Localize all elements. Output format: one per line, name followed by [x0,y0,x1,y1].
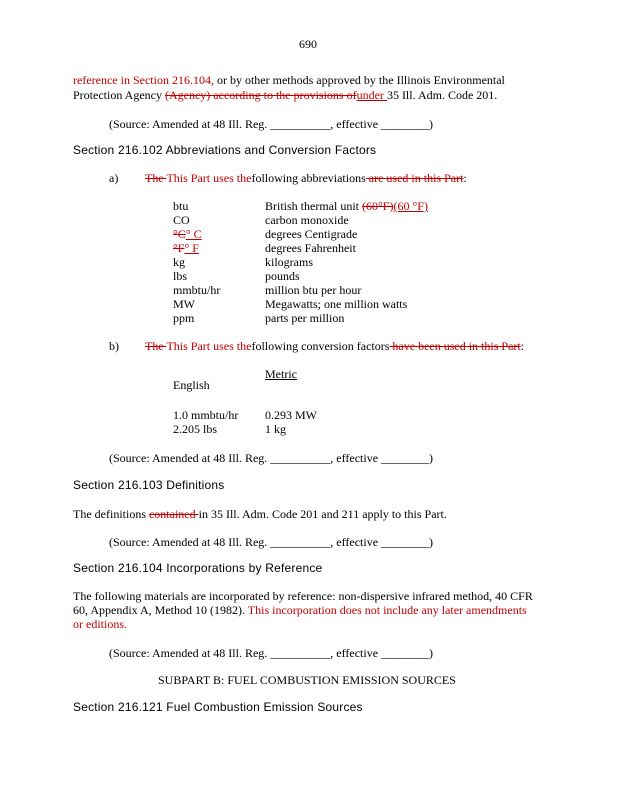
abbr-fahrenheit-insert: ° F [184,241,199,255]
section-103-heading: Section 216.103 Definitions [73,478,225,492]
item-a-text [145,171,467,185]
item-b-colon: : [520,339,525,353]
section-103-text [73,507,447,521]
abbr-btu: btu [173,199,189,213]
intro-line-1-text: or by other methods approved by the Illinois Environmental [213,73,505,87]
abbr-co-meaning: carbon monoxide [265,213,349,227]
abbr-lbs-meaning: pounds [265,269,300,283]
item-a-struck-end: are used in this Part [365,171,464,185]
source-note-2: (Source: Amended at 48 Ill. Reg. __________, effective ________) [109,451,434,465]
abbr-ppm: ppm [173,311,195,325]
section-104-line-2-text: 60, Appendix A, Method 10 (1982). [73,603,248,617]
conv-english-2: 2.205 lbs [173,422,218,436]
abbr-mw: MW [173,297,195,311]
source-note-1: (Source: Amended at 48 Ill. Reg. __________, effective ________) [109,117,434,131]
abbr-mmbtu-meaning: million btu per hour [265,283,362,297]
intro-struck-text: (Agency) according to the provisions of [164,88,357,102]
item-a-body: following abbreviations [251,171,366,185]
conv-metric-1: 0.293 MW [265,408,317,422]
abbr-ppm-meaning: parts per million [265,311,345,325]
section-104-insert: This incorporation does not include any later amendments [247,603,527,617]
abbr-celsius-struck: °C [173,227,186,241]
subpart-title: SUBPART B: FUEL COMBUSTION EMISSION SOURCES [158,673,456,687]
item-b-body: following conversion factors [251,339,390,353]
intro-underlined-insert: under [356,88,387,102]
item-a-insert: This Part uses the [166,171,252,185]
section-102-heading: Section 216.102 Abbreviations and Conversion Factors [73,143,377,157]
page-number: 690 [299,37,317,51]
item-b-label: b) [109,339,119,353]
item-b-struck-end: have been used in this Part [389,339,521,353]
section-104-line-3: or editions. [73,617,127,631]
section-121-heading: Section 216.121 Fuel Combustion Emission Sources [73,700,363,714]
source-note-3: (Source: Amended at 48 Ill. Reg. __________, effective ________) [109,535,434,549]
section-103-text-start: The definitions [73,507,149,521]
abbr-celsius-insert: ° C [185,227,202,241]
section-104-heading: Section 216.104 Incorporations by Reference [73,561,323,575]
abbr-btu-insert: (60 °F) [393,199,428,213]
abbr-kg: kg [173,255,185,269]
abbr-fahrenheit-struck: °F [173,241,185,255]
item-b-struck: The [145,339,167,353]
section-104-line-1: The following materials are incorporated by reference: non-dispersive infrared method, 40 CFR [73,589,533,603]
conv-header-metric: Metric [265,367,297,381]
abbr-co: CO [173,213,190,227]
abbr-btu-struck: (60°F) [362,199,394,213]
item-a-struck: The [145,171,167,185]
section-104-line-2 [73,603,527,617]
abbr-mw-meaning: Megawatts; one million watts [265,297,408,311]
abbr-celsius-meaning: degrees Centigrade [265,227,358,241]
intro-reference-insert: reference in Section 216.104, [73,73,214,87]
intro-line-2-end: 35 Ill. Adm. Code 201. [386,88,498,102]
abbr-kg-meaning: kilograms [265,255,313,269]
abbr-btu-meaning [265,199,428,213]
conv-english-1: 1.0 mmbtu/hr [173,408,239,422]
intro-line-2-text: Protection Agency [73,88,165,102]
intro-line-1 [73,73,505,87]
abbr-lbs: lbs [173,269,188,283]
conv-metric-2: 1 kg [265,422,286,436]
abbr-fahrenheit-meaning: degrees Fahrenheit [265,241,356,255]
intro-line-2 [73,88,497,102]
abbr-celsius [173,227,202,241]
abbr-mmbtu: mmbtu/hr [173,283,221,297]
abbr-fahrenheit [173,241,199,255]
abbr-btu-meaning-text: British thermal unit [265,199,362,213]
section-103-struck: contained [148,507,199,521]
item-a-label: a) [109,171,119,185]
section-103-text-end: in 35 Ill. Adm. Code 201 and 211 apply to this Part. [198,507,447,521]
conv-header-english: English [173,378,210,392]
item-b-text [145,339,524,353]
item-a-colon: : [463,171,467,185]
item-b-insert: This Part uses the [166,339,252,353]
source-note-4: (Source: Amended at 48 Ill. Reg. __________, effective ________) [109,646,434,660]
